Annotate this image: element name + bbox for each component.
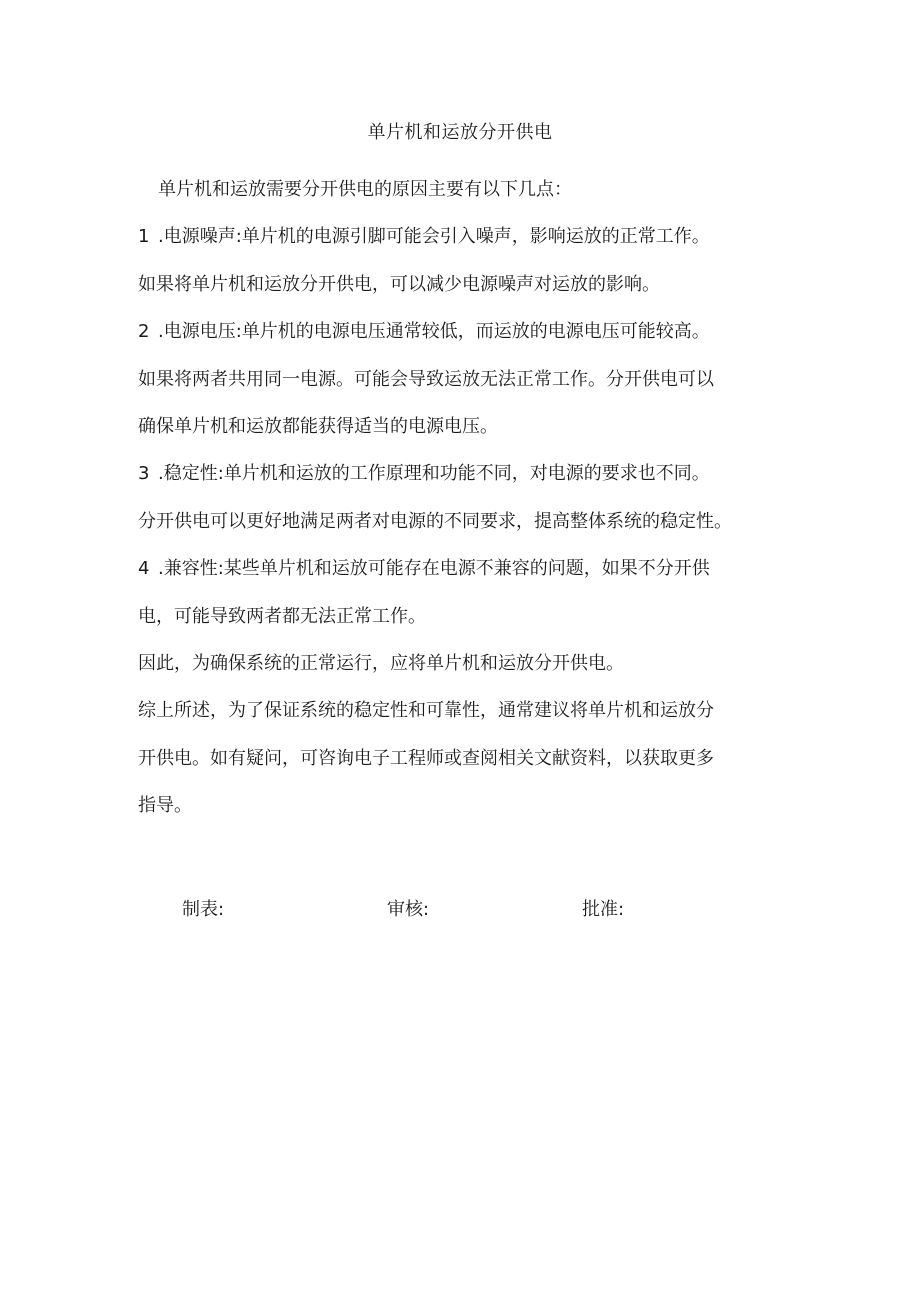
paragraph-line [138,403,798,450]
line-text: .电源噪声:单片机的电源引脚可能会引入噪声，影响运放的正常工作。 [158,226,710,248]
line-text: 如果将两者共用同一电源。可能会导致运放无法正常工作。分开供电可以 [138,368,714,390]
line-text: 因此，为确保系统的正常运行，应将单片机和运放分开供电。 [138,652,624,674]
paragraph-line [138,640,798,687]
reviewed-by-label: 审核: [387,899,430,920]
paragraph-line [138,687,798,734]
paragraph-line [138,261,798,308]
document-title: 单片机和运放分开供电 [367,122,553,143]
line-text: 综上所述，为了保证系统的稳定性和可靠性，通常建议将单片机和运放分 [138,700,714,722]
line-text: 如果将单片机和运放分开供电，可以减少电源噪声对运放的影响。 [138,273,660,295]
line-text: 电，可能导致两者都无法正常工作。 [138,605,426,627]
line-text: 分开供电可以更好地满足两者对电源的不同要求，提高整体系统的稳定性。 [138,510,732,532]
paragraph-line [138,782,798,829]
line-text: .稳定性:单片机和运放的工作原理和功能不同，对电源的要求也不同。 [158,463,710,485]
line-text: 指导。 [138,795,192,817]
paragraph-line [138,213,798,260]
approved-by-label: 批准: [582,899,625,920]
paragraph-line [138,308,798,355]
line-text: .电源电压:单片机的电源电压通常较低，而运放的电源电压可能较高。 [158,321,710,343]
paragraph-line [138,356,798,403]
line-text: .兼容性:某些单片机和运放可能存在电源不兼容的问题，如果不分开供 [158,558,710,580]
prepared-by-label: 制表: [182,899,225,920]
item-number: 2 [138,321,150,343]
paragraph-line [138,498,798,545]
paragraph-line [138,450,798,497]
line-text: 单片机和运放需要分开供电的原因主要有以下几点： [158,179,572,200]
paragraph-line [138,545,798,592]
item-number: 1 [138,226,150,248]
line-text: 开供电。如有疑问，可咨询电子工程师或查阅相关文献资料，以获取更多 [138,747,714,769]
paragraph-line [138,166,798,213]
item-number: 4 [138,558,150,580]
item-number: 3 [138,463,150,485]
line-text: 确保单片机和运放都能获得适当的电源电压。 [138,415,498,437]
paragraph-line [138,735,798,782]
document-body [138,166,798,829]
paragraph-line [138,593,798,640]
